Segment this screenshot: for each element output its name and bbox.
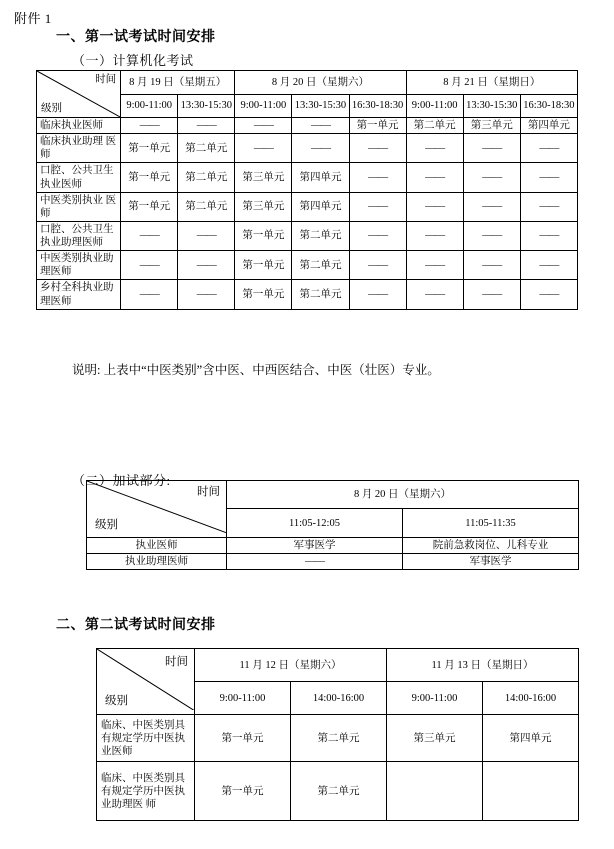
table-cell: —— [406, 134, 463, 163]
table-note: 说明: 上表中“中医类别”含中医、中西医结合、中医（壮医）专业。 [72, 363, 440, 377]
table-cell: 第一单元 [349, 118, 406, 134]
time-header-cell: 14:00-16:00 [483, 682, 579, 715]
table-cell: —— [349, 221, 406, 250]
day-header-cell: 8 月 21 日（星期日） [406, 71, 577, 95]
table-cell: 第二单元 [291, 762, 387, 821]
table-header-row-days [97, 649, 579, 682]
table-header-row-day [87, 481, 579, 509]
section-1-title: 一、第一试考试时间安排 [56, 30, 216, 45]
table-row [87, 553, 579, 569]
row-label: 执业助理医师 [87, 553, 227, 569]
table-cell: 第二单元 [178, 192, 235, 221]
table-cell: 第四单元 [292, 163, 349, 192]
attachment-label: 附件 1 [14, 11, 52, 26]
section-1-subtitle-2: （二）加试部分: [72, 473, 171, 488]
section-2-title: 二、第二试考试时间安排 [56, 618, 216, 633]
table-cell: —— [121, 280, 178, 309]
table-cell [387, 762, 483, 821]
corner-level-label: 级别 [95, 519, 118, 532]
table-cell: 第三单元 [463, 118, 520, 134]
table-cell: —— [463, 134, 520, 163]
table-cell: —— [463, 192, 520, 221]
row-label: 执业医师 [87, 537, 227, 553]
table-cell: —— [463, 251, 520, 280]
time-header-cell: 9:00-11:00 [121, 94, 178, 118]
table-cell: 第一单元 [235, 221, 292, 250]
table-corner-header [97, 649, 195, 715]
table-cell [483, 762, 579, 821]
day-header-cell: 8 月 19 日（星期五） [121, 71, 235, 95]
table-cell: —— [406, 280, 463, 309]
table-cell: 第三单元 [235, 163, 292, 192]
table-row [37, 221, 578, 250]
table-cell: 第二单元 [178, 163, 235, 192]
table-cell: 第一单元 [121, 192, 178, 221]
table-cell: 第二单元 [406, 118, 463, 134]
time-header-cell: 9:00-11:00 [406, 94, 463, 118]
table-cell: —— [406, 163, 463, 192]
table-cell: —— [406, 192, 463, 221]
table-corner-header [37, 71, 121, 118]
table-row [37, 192, 578, 221]
table-cell: 军事医学 [403, 553, 579, 569]
table-cell: 第二单元 [178, 134, 235, 163]
time-header-cell: 14:00-16:00 [291, 682, 387, 715]
table-row [87, 537, 579, 553]
corner-level-label: 级别 [105, 695, 128, 708]
day-header-cell: 8 月 20 日（星期六） [235, 71, 406, 95]
table-cell: —— [349, 251, 406, 280]
day-header-cell: 11 月 13 日（星期日） [387, 649, 579, 682]
day-header-cell: 11 月 12 日（星期六） [195, 649, 387, 682]
time-header-cell: 16:30-18:30 [349, 94, 406, 118]
time-header-cell: 13:30-15:30 [463, 94, 520, 118]
time-header-cell: 13:30-15:30 [292, 94, 349, 118]
table-cell: 第四单元 [483, 715, 579, 762]
time-header-cell: 13:30-15:30 [178, 94, 235, 118]
table-cell: —— [121, 251, 178, 280]
table-cell: 第一单元 [121, 134, 178, 163]
section-1-subtitle-1: （一）计算机化考试 [72, 53, 194, 68]
table-row [37, 251, 578, 280]
table-cell: —— [227, 553, 403, 569]
table-row [97, 715, 579, 762]
table-cell: —— [121, 221, 178, 250]
table-cell: —— [235, 134, 292, 163]
table-cell: 第四单元 [292, 192, 349, 221]
table-cell: 第一单元 [235, 280, 292, 309]
row-label: 临床执业医师 [37, 118, 121, 134]
table-cell: —— [520, 251, 577, 280]
table-cell: 院前急救岗位、儿科专业 [403, 537, 579, 553]
row-label: 中医类别执业助理医师 [37, 251, 121, 280]
table-cell: —— [406, 251, 463, 280]
time-header-cell: 16:30-18:30 [520, 94, 577, 118]
table-cell: 第一单元 [235, 251, 292, 280]
table-cell: —— [349, 163, 406, 192]
table-cell: 第二单元 [291, 715, 387, 762]
corner-level-label: 级别 [41, 102, 62, 114]
table-cell: 第四单元 [520, 118, 577, 134]
table-cell: —— [520, 134, 577, 163]
table-row [37, 163, 578, 192]
row-label: 乡村全科执业助理医师 [37, 280, 121, 309]
time-header-cell: 9:00-11:00 [387, 682, 483, 715]
table-cell: —— [463, 221, 520, 250]
table-cell: 第二单元 [292, 251, 349, 280]
table-cell: 第三单元 [235, 192, 292, 221]
row-label: 中医类别执业 医师 [37, 192, 121, 221]
table-cell: —— [520, 192, 577, 221]
row-label: 临床、中医类别具有规定学历中医执业医师 [97, 715, 195, 762]
table-cell: 第二单元 [292, 221, 349, 250]
table-cell: —— [178, 118, 235, 134]
table-cell: —— [121, 118, 178, 134]
table-cell: 第三单元 [387, 715, 483, 762]
table-cell: —— [406, 221, 463, 250]
table-cell: 第一单元 [195, 715, 291, 762]
table-cell: —— [292, 118, 349, 134]
table-row [37, 134, 578, 163]
table-cell: —— [349, 192, 406, 221]
table-row [97, 762, 579, 821]
table-cell: 第二单元 [292, 280, 349, 309]
row-label: 口腔、公共卫生 执业医师 [37, 163, 121, 192]
table-cell: —— [463, 163, 520, 192]
table-cell: 第一单元 [195, 762, 291, 821]
day-header-cell: 8 月 20 日（星期六） [227, 481, 579, 509]
time-header-cell: 11:05-12:05 [227, 509, 403, 537]
computer-exam-schedule-table [36, 70, 578, 310]
row-label: 临床、中医类别具有规定学历中医执业助理医 师 [97, 762, 195, 821]
corner-time-label: 时间 [95, 74, 117, 85]
time-header-cell: 9:00-11:00 [195, 682, 291, 715]
second-exam-schedule-table [96, 648, 579, 821]
table-cell: —— [349, 280, 406, 309]
table-cell: —— [178, 221, 235, 250]
table-row [37, 118, 578, 134]
table-row [37, 280, 578, 309]
table-cell: —— [292, 134, 349, 163]
table-cell: 军事医学 [227, 537, 403, 553]
table-corner-header [87, 481, 227, 538]
time-header-cell: 11:05-11:35 [403, 509, 579, 537]
table-cell: —— [520, 280, 577, 309]
corner-time-label: 时间 [197, 486, 220, 498]
table-cell: —— [178, 251, 235, 280]
table-cell: —— [463, 280, 520, 309]
table-cell: —— [520, 221, 577, 250]
table-cell: 第一单元 [121, 163, 178, 192]
table-header-row-days [37, 71, 578, 95]
row-label: 口腔、公共卫生执业助理医师 [37, 221, 121, 250]
corner-time-label: 时间 [165, 656, 188, 668]
table-cell: —— [520, 163, 577, 192]
table-cell: —— [235, 118, 292, 134]
supplementary-exam-table [86, 480, 579, 570]
table-cell: —— [349, 134, 406, 163]
time-header-cell: 9:00-11:00 [235, 94, 292, 118]
row-label: 临床执业助理 医师 [37, 134, 121, 163]
table-cell: —— [178, 280, 235, 309]
